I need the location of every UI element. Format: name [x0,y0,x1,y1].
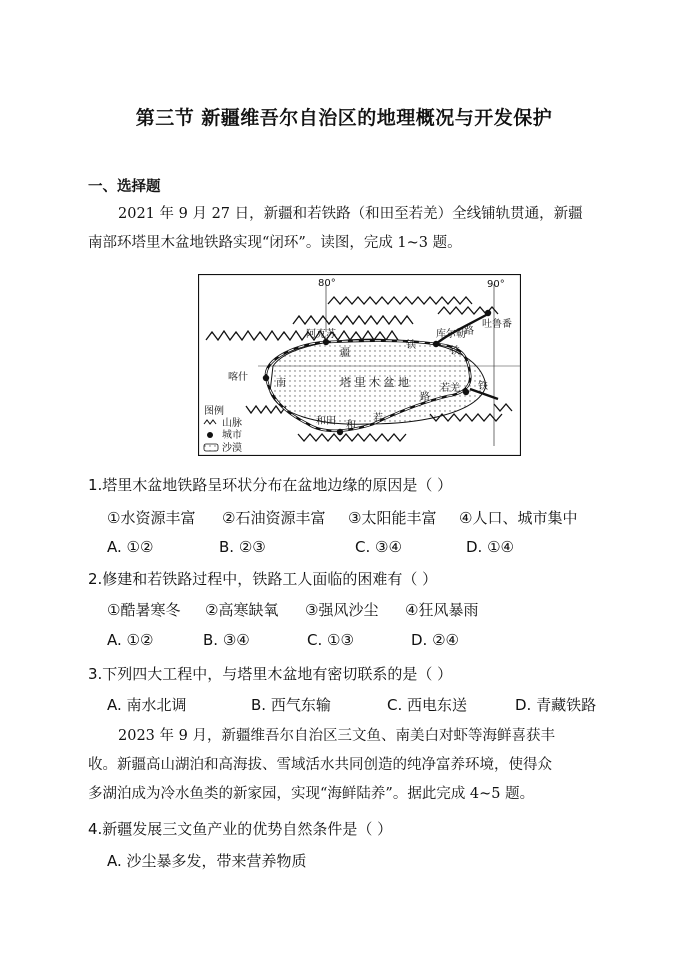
rail-char-6: 路 [420,392,430,403]
question-2-stem: 2.修建和若铁路过程中，铁路工人面临的困难有（ ） [88,570,438,588]
city-label-kashgar: 喀什 [228,372,248,383]
legend-mountain-label: 山脉 [222,418,242,429]
rail-char-3: 路 [464,326,474,337]
city-ruoqiang-dot [463,389,469,395]
q1-statement-3: ③太阳能丰富 [348,509,437,527]
q1-option-a[interactable]: A. ①② [107,538,154,556]
question-4-stem: 4.新疆发展三文鱼产业的优势自然条件是（ ） [88,820,393,838]
q1-statement-2: ②石油资源丰富 [222,509,326,527]
legend-city-icon [207,432,213,438]
rail-char-2: 铁 [406,340,416,351]
section-heading: 一、选择题 [88,179,161,195]
legend-desert-label: 沙漠 [222,443,242,454]
intro-paragraph-1 [88,200,608,258]
rail-char-1: 疆 [340,348,350,359]
legend-title: 图例 [204,406,224,417]
q2-statement-2: ②高寒缺氧 [205,601,279,619]
q3-option-a[interactable]: A. 南水北调 [107,696,187,714]
rail-char-4: 南 [276,378,286,389]
legend-city-label: 城市 [222,430,242,441]
question-2-statements [107,599,627,619]
lon-label-80: 80° [318,278,336,289]
intro2-line3: 多湖泊成为冷水鱼类的新家园，实现“海鲜陆养”。据此完成 4~5 题。 [88,786,535,802]
q3-option-b[interactable]: B. 西气东输 [251,696,331,714]
q2-option-a[interactable]: A. ①② [107,631,154,649]
city-label-hotan: 和田 [316,416,336,427]
intro2-line1: 2023 年 9 月，新疆维吾尔自治区三文鱼、南美白对虾等海鲜喜获丰 [118,728,555,744]
intro1-line1: 2021 年 9 月 27 日，新疆和若铁路（和田至若羌）全线铺轨贯通，新疆 [118,206,583,222]
question-3-options [107,694,627,714]
q2-statement-3: ③强风沙尘 [305,601,379,619]
q1-option-c[interactable]: C. ③④ [355,538,402,556]
city-label-korla: 库尔勒 [436,329,466,340]
rail-char-8: 若 [373,413,383,424]
city-label-aksu: 阿克苏 [306,329,336,340]
q1-option-b[interactable]: B. ②③ [219,538,266,556]
question-1-statements [107,507,627,527]
q2-option-d[interactable]: D. ②④ [411,631,459,649]
q2-statement-4: ④狂风暴雨 [405,601,479,619]
question-1-options [107,538,627,558]
rail-char-9: 铁 [478,381,488,392]
city-label-ruoqiang: 若羌 [440,383,460,394]
q3-option-c[interactable]: C. 西电东送 [387,696,468,714]
intro1-line2: 南部环塔里木盆地铁路实现“闭环”。读图，完成 1~3 题。 [88,235,462,251]
city-turpan-dot [485,310,491,316]
city-hotan-dot [337,429,343,435]
question-1-stem: 1.塔里木盆地铁路呈环状分布在盆地边缘的原因是（ ） [88,476,453,494]
city-kashgar-dot [263,375,269,381]
page-title: 第三节 新疆维吾尔自治区的地理概况与开发保护 [135,107,553,129]
q4-option-a[interactable]: A. 沙尘暴多发，带来营养物质 [107,852,307,870]
rail-char-5: 铁 [450,346,460,357]
intro2-line2: 收。新疆高山湖泊和高海拔、雪域活水共同创造的纯净富养环境，使得众 [88,757,552,773]
q1-statement-4: ④人口、城市集中 [459,509,578,527]
question-3-stem: 3.下列四大工程中，与塔里木盆地有密切联系的是（ ） [88,665,453,683]
rail-char-7: 和 [346,420,356,431]
intro-paragraph-2 [88,722,608,809]
q2-option-c[interactable]: C. ①③ [307,631,354,649]
q2-statement-1: ①酷暑寒冬 [107,601,181,619]
legend-desert-icon [204,444,218,451]
q1-statement-1: ①水资源丰富 [107,509,196,527]
tarim-basin-railway-map [198,274,521,456]
q3-option-d[interactable]: D. 青藏铁路 [515,696,597,714]
q2-option-b[interactable]: B. ③④ [203,631,250,649]
basin-label: 塔 里 木 盆 地 [340,376,409,389]
city-korla-dot [433,341,439,347]
lon-label-90: 90° [487,279,505,290]
city-label-turpan: 吐鲁番 [482,319,512,330]
question-2-options [107,631,627,651]
q1-option-d[interactable]: D. ①④ [466,538,514,556]
